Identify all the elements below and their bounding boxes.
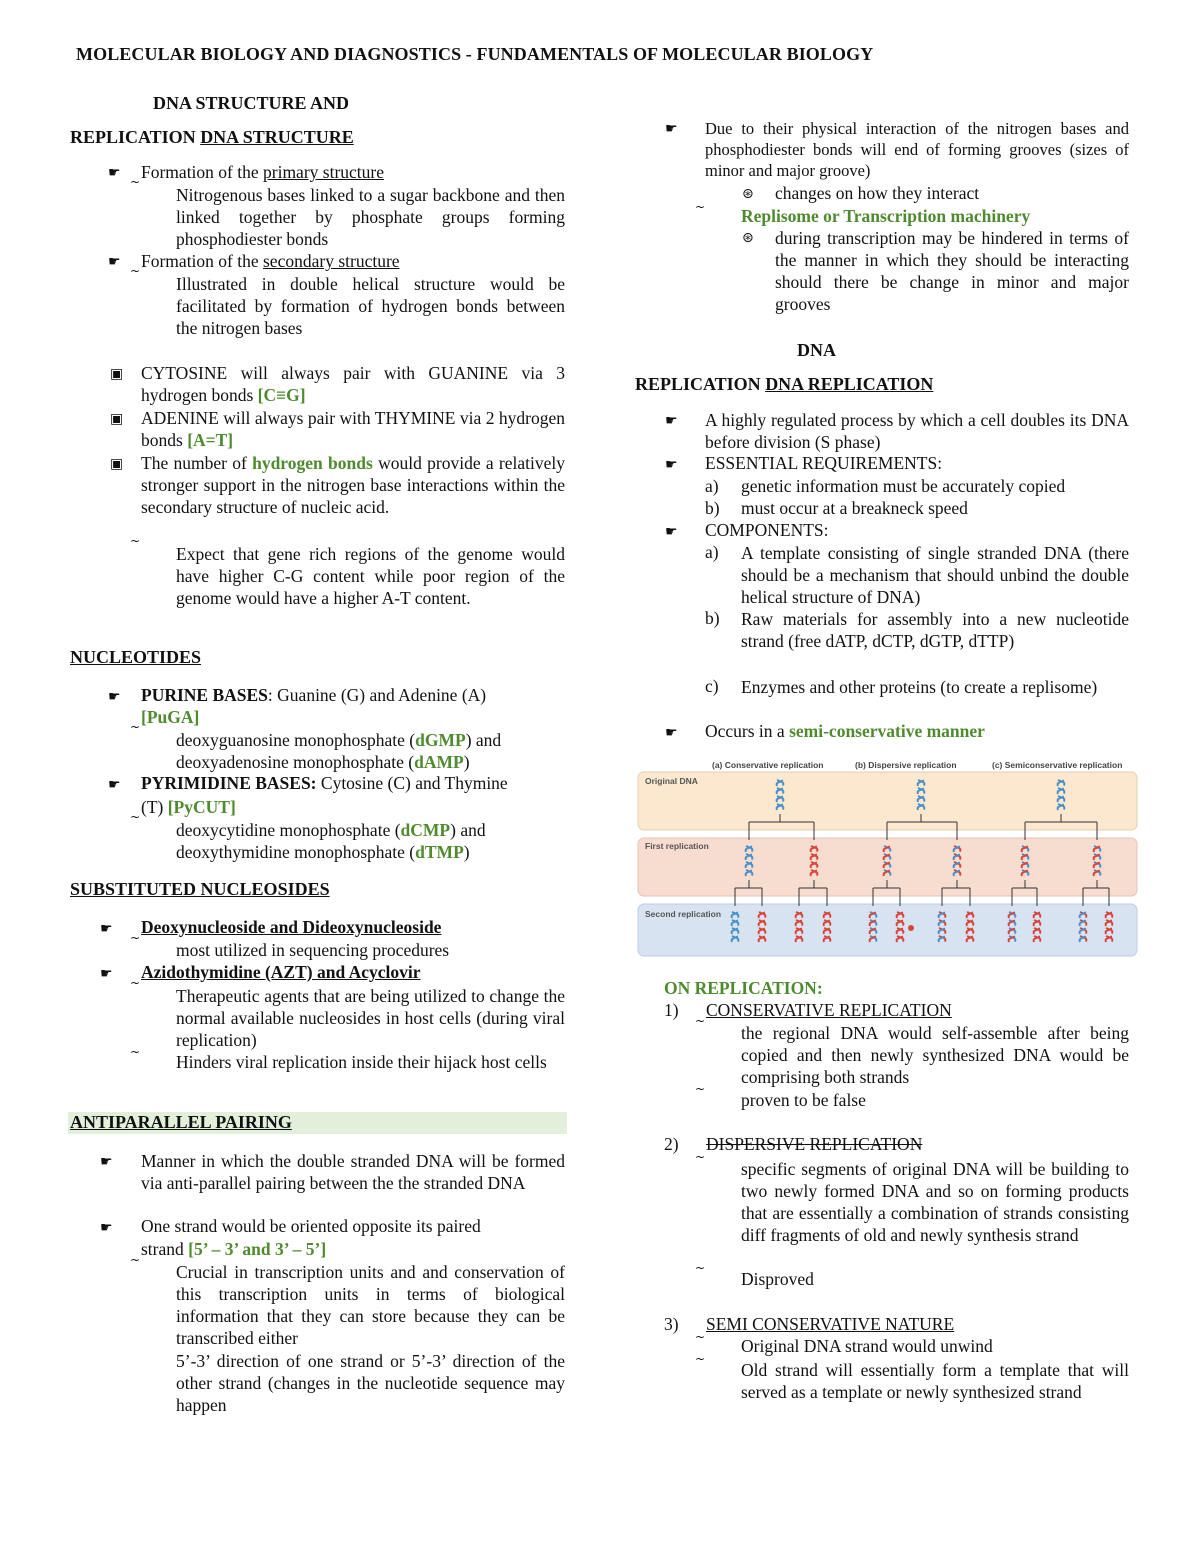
hand-icon: ☛ <box>665 413 678 429</box>
tilde-icon: ~ <box>130 810 141 824</box>
at-pair-item: ADENINE will always pair with THYMINE via 2 hydrogen bonds [A=T] <box>141 408 565 450</box>
purine-dgmp: deoxyguanosine monophosphate (dGMP) and <box>176 730 502 750</box>
nucleotides-heading: NUCLEOTIDES <box>70 647 202 667</box>
grooves-sub-1: changes on how they interact <box>775 183 980 203</box>
comp-marker-b: b) <box>705 608 720 628</box>
on-replication-heading: ON REPLICATION: <box>664 978 823 998</box>
antiparallel-desc-2: 5’-3’ direction of one strand or 5’-3’ direction of the other strand (changes in the nucleotide sequence may happen <box>176 1351 565 1415</box>
tilde-icon: ~ <box>695 1261 706 1275</box>
pyrimidine-bases-item: PYRIMIDINE BASES: Cytosine (C) and Thymine <box>141 773 508 793</box>
model-2-title: DISPERSIVE REPLICATION <box>706 1134 923 1154</box>
pyrimidine-dtmp: deoxythymidine monophosphate (dTMP) <box>176 842 470 862</box>
tilde-icon: ~ <box>130 931 141 945</box>
comp-marker-a: a) <box>705 542 719 562</box>
comp-b: Raw materials for assembly into a new nucleotide strand (free dATP, dCTP, dGTP, dTTP) <box>741 609 1129 651</box>
tilde-icon: ~ <box>130 534 141 548</box>
book-icon: ▣ <box>110 456 124 472</box>
substituted-heading: SUBSTITUTED NUCLEOSIDES <box>70 879 330 899</box>
antiparallel-item-2-strand: strand [5’ – 3’ and 3’ – 5’] <box>141 1239 327 1259</box>
right-title-line1: DNA <box>797 340 836 360</box>
antiparallel-desc-1: Crucial in transcription units and and conservation of this transcription units in terms of biological information that they can store because they can be transcribed either <box>176 1262 565 1348</box>
replication-models-figure <box>637 756 1139 960</box>
req-marker-b: b) <box>705 498 720 518</box>
tilde-icon: ~ <box>130 720 141 734</box>
comp-marker-c: c) <box>705 676 719 696</box>
substituted-item-2: Azidothymidine (AZT) and Acyclovir <box>141 962 421 982</box>
antiparallel-item-1: Manner in which the double stranded DNA will be formed via anti-parallel pairing between the the stranded DNA <box>141 1151 565 1193</box>
substituted-item-2-desc2: Hinders viral replication inside their hijack host cells <box>176 1052 547 1072</box>
purine-bases-item: PURINE BASES: Guanine (G) and Adenine (A) <box>141 685 487 705</box>
left-title-line2: REPLICATION DNA STRUCTURE <box>70 127 354 147</box>
right-title-line2: REPLICATION DNA REPLICATION <box>635 374 934 394</box>
comp-a: A template consisting of single stranded DNA (there should be a mechanism that should unbind the double helical structure of DNA) <box>741 543 1129 607</box>
tilde-icon: ~ <box>695 200 706 214</box>
model-1-verdict: proven to be false <box>741 1090 866 1110</box>
model-2-verdict: Disproved <box>741 1269 814 1289</box>
antiparallel-heading: ANTIPARALLEL PAIRING <box>70 1112 292 1132</box>
hand-icon: ☛ <box>108 165 121 181</box>
globe-icon: ⊛ <box>742 230 754 246</box>
req-b: must occur at a breakneck speed <box>741 498 968 518</box>
tilde-icon: ~ <box>695 1082 706 1096</box>
primary-structure-item: Formation of the primary structure <box>141 162 384 182</box>
purine-tag: [PuGA] <box>141 707 200 727</box>
tilde-icon: ~ <box>695 1014 706 1028</box>
essential-req: ESSENTIAL REQUIREMENTS: <box>705 453 943 473</box>
globe-icon: ⊛ <box>742 186 754 202</box>
hand-icon: ☛ <box>100 921 113 937</box>
hand-icon: ☛ <box>665 725 678 741</box>
tilde-icon: ~ <box>130 175 141 189</box>
fig-col-c: (c) Semiconservative replication <box>992 760 1123 770</box>
hand-icon: ☛ <box>100 1154 113 1170</box>
components: COMPONENTS: <box>705 520 829 540</box>
hydrogen-bonds-item: The number of hydrogen bonds would provide a relatively stronger support in the nitrogen base interactions within the secondary structure of nucleic acid. <box>141 453 565 517</box>
model-1-title: CONSERVATIVE REPLICATION <box>706 1000 952 1020</box>
hand-icon: ☛ <box>108 689 121 705</box>
left-title-line1: DNA STRUCTURE AND <box>153 93 350 113</box>
grooves-item: Due to their physical interaction of the nitrogen bases and phosphodiester bonds will end of forming grooves (sizes of minor and major groove) <box>705 119 1129 180</box>
grooves-sub-2: during transcription may be hindered in terms of the manner in which they should be interacting should there be change in minor and major grooves <box>775 228 1129 314</box>
fig-row1-label: Original DNA <box>645 776 698 786</box>
model-3-desc-2: Old strand will essentially form a template that will served as a template or newly synthesized strand <box>741 1360 1129 1402</box>
tilde-icon: ~ <box>695 1150 706 1164</box>
tilde-icon: ~ <box>695 1352 706 1366</box>
secondary-structure-desc: Illustrated in double helical structure would be facilitated by formation of hydrogen bonds between the nitrogen bases <box>176 274 565 338</box>
purine-damp: deoxyadenosine monophosphate (dAMP) <box>176 752 470 772</box>
hand-icon: ☛ <box>108 777 121 793</box>
tilde-icon: ~ <box>695 1330 706 1344</box>
model-3-title: SEMI CONSERVATIVE NATURE <box>706 1314 955 1334</box>
substituted-item-2-desc1: Therapeutic agents that are being utilized to change the normal available nucleosides in host cells (during viral replication) <box>176 986 565 1050</box>
replisome-label: Replisome or Transcription machinery <box>741 206 1031 226</box>
fig-col-a: (a) Conservative replication <box>712 760 824 770</box>
hand-icon: ☛ <box>665 121 678 137</box>
fig-dot-marker <box>908 925 914 931</box>
antiparallel-item-2: One strand would be oriented opposite its paired <box>141 1216 481 1236</box>
hand-icon: ☛ <box>108 254 121 270</box>
fig-row2-label: First replication <box>645 841 709 851</box>
model-2-number: 2) <box>664 1134 679 1154</box>
model-1-desc: the regional DNA would self-assemble after being copied and then newly synthesized DNA would be comprising both strands <box>741 1023 1129 1087</box>
pyrimidine-dcmp: deoxycytidine monophosphate (dCMP) and <box>176 820 486 840</box>
tilde-icon: ~ <box>130 976 141 990</box>
replication-def: A highly regulated process by which a cell doubles its DNA before division (S phase) <box>705 410 1129 452</box>
tilde-icon: ~ <box>130 1253 141 1267</box>
hand-icon: ☛ <box>100 966 113 982</box>
substituted-item-1: Deoxynucleoside and Dideoxynucleoside <box>141 917 442 937</box>
req-marker-a: a) <box>705 476 719 496</box>
hand-icon: ☛ <box>665 524 678 540</box>
hand-icon: ☛ <box>665 457 678 473</box>
cg-pair-item: CYTOSINE will always pair with GUANINE via 3 hydrogen bonds [C≡G] <box>141 363 565 405</box>
model-2-desc: specific segments of original DNA will be building to two newly formed DNA and so on forming products that are essentially a combination of strands consisting diff fragments of old and newly synthesis strand <box>741 1159 1129 1245</box>
comp-c: Enzymes and other proteins (to create a replisome) <box>741 677 1098 697</box>
model-1-number: 1) <box>664 1000 679 1020</box>
primary-structure-desc: Nitrogenous bases linked to a sugar backbone and then linked together by phosphate groups forming phosphodiester bonds <box>176 185 565 249</box>
tilde-icon: ~ <box>130 1045 141 1059</box>
fig-col-b: (b) Dispersive replication <box>855 760 957 770</box>
book-icon: ▣ <box>110 411 124 427</box>
book-icon: ▣ <box>110 366 124 382</box>
fig-row3-label: Second replication <box>645 909 722 919</box>
model-3-number: 3) <box>664 1314 679 1334</box>
pyrimidine-tag: (T) [PyCUT] <box>141 797 236 817</box>
hand-icon: ☛ <box>100 1220 113 1236</box>
substituted-item-1-desc: most utilized in sequencing procedures <box>176 940 450 960</box>
tilde-icon: ~ <box>130 264 141 278</box>
semi-conservative-item: Occurs in a semi-conservative manner <box>705 721 985 741</box>
page-header: MOLECULAR BIOLOGY AND DIAGNOSTICS - FUNDAMENTALS OF MOLECULAR BIOLOGY <box>76 44 874 64</box>
model-3-desc-1: Original DNA strand would unwind <box>741 1336 993 1356</box>
req-a: genetic information must be accurately copied <box>741 476 1066 496</box>
secondary-structure-item: Formation of the secondary structure <box>141 251 400 271</box>
gc-content-note: Expect that gene rich regions of the genome would have higher C-G content while poor region of the genome would have a higher A-T content. <box>176 544 565 608</box>
